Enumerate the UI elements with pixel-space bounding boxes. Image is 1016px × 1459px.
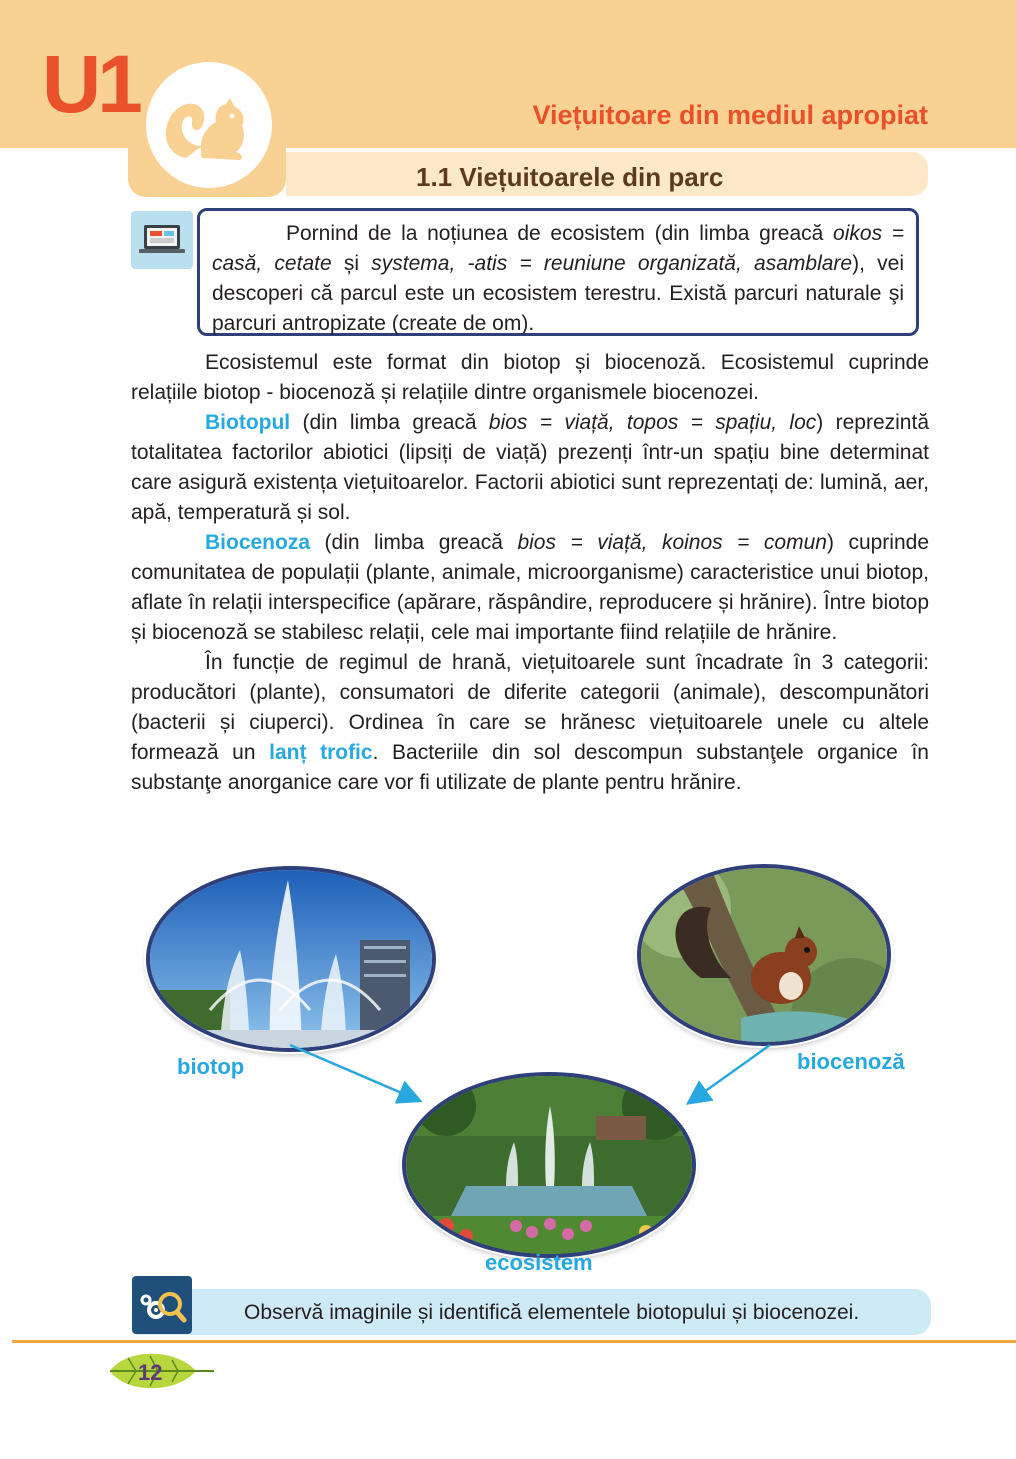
footer-line: [12, 1340, 1016, 1343]
task-text: Observă imaginile și identifică elementele biotopului și biocenozei.: [244, 1301, 860, 1324]
lesson-title: 1.1 Viețuitoarele din parc: [416, 162, 724, 192]
term-lant-trofic: lanț trofic: [269, 741, 373, 764]
intro-box: [197, 208, 919, 336]
squirrel-logo: [146, 62, 272, 188]
paragraph-biocenoza: Biocenoza (din limba greacă bios = viață, koinos = comun) cuprinde comunitatea de populații (plante, animale, microorganisme) caracteristice unui biotop, aflate în relații interspecifice (apărare, răspândire, reproducere și hrănire). Între biotop și biocenoză se stabilesc relații, cele mai importante fiind relațiile de hrănire.: [131, 531, 930, 644]
label-biocenoza: biocenoză: [797, 1049, 905, 1074]
unit-code: U1: [42, 39, 139, 130]
arrow-biotop-ecosistem: [290, 1045, 418, 1100]
label-ecosistem: ecosistem: [485, 1250, 593, 1275]
photo-park-ecosistem: [402, 1072, 696, 1258]
photo-fountain-biotop: [146, 866, 436, 1052]
laptop-icon: [131, 211, 193, 269]
label-biotop: biotop: [177, 1054, 245, 1079]
intro-paragraph: Pornind de la noțiunea de ecosistem (din limba greacă oikos = casă, cetate și systema, -atis = reuniune organizată, asamblare), vei descoperi că parcul este un ecosistem terestru. Există parcuri naturale şi parcuri antropizate (create de om).: [212, 222, 905, 335]
main-text: [131, 348, 929, 798]
photo-squirrel-biocenoza: [637, 864, 891, 1046]
lesson-bar: [286, 152, 928, 196]
task-bar: [136, 1289, 931, 1335]
unit-title: Viețuitoare din mediul apropiat: [532, 100, 928, 130]
arrow-biocenoza-ecosistem: [690, 1045, 770, 1102]
paragraph-ecosistem: Ecosistemul este format din biotop și biocenoză. Ecosistemul cuprinde relațiile biotop - biocenoză și relațiile dintre organismele biocenozei.: [131, 351, 929, 404]
squirrel-icon: [146, 62, 272, 188]
magnifier-gears-icon: [132, 1276, 192, 1334]
paragraph-biotop: Biotopul (din limba greacă bios = viață, topos = spațiu, loc) reprezintă totalitatea factorilor abiotici (lipsiți de viață) prezenți într-un spațiu bine determinat care asigură existența viețuitoarelor. Factorii abiotici sunt reprezentați de: lumină, aer, apă, temperatură și sol.: [131, 411, 929, 524]
paragraph-lant-trofic: În funcție de regimul de hrană, viețuitoarele sunt încadrate în 3 categorii: producători (plante), consumatori de diferite categorii (animale), descompunători (bacterii și ciuperci). Ordinea în care se hrănesc viețuitoarele unele cu altele formează un lanț trofic. Bacteriile din sol descompun substanţele organice în substanţe anorganice care vor fi utilizate de plante pentru hrănire.: [131, 651, 929, 794]
term-biotopul: Biotopul: [205, 411, 291, 434]
term-biocenoza: Biocenoza: [205, 531, 311, 554]
page-number: 12: [138, 1360, 163, 1385]
